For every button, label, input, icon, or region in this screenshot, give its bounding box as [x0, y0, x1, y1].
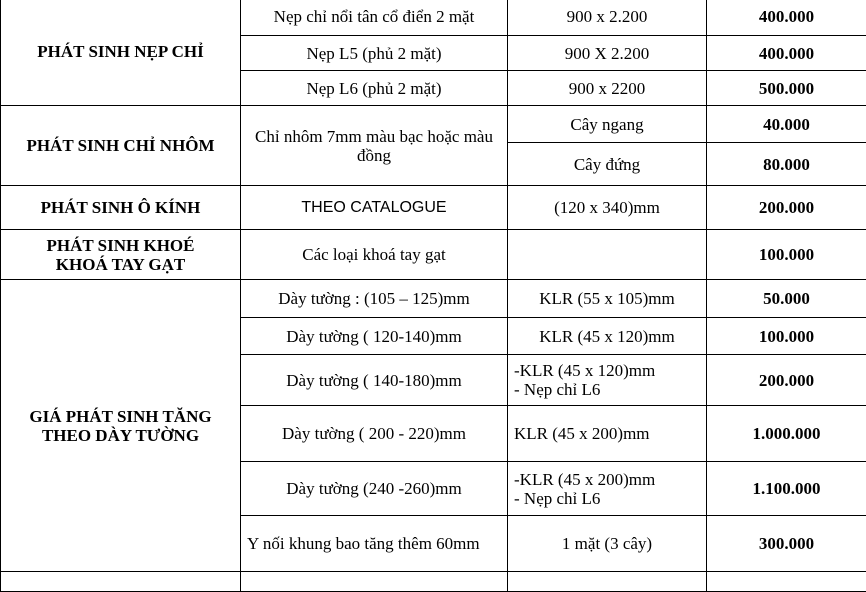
size-cell: (120 x 340)mm [508, 186, 707, 230]
description-cell: Dày tường (240 -260)mm [241, 462, 508, 516]
price-cell: 300.000 [707, 516, 866, 572]
price-cell: 1.100.000 [707, 462, 866, 516]
price-cell: 50.000 [707, 280, 866, 318]
table-row [1, 572, 866, 592]
table-row [1, 186, 866, 230]
size-cell: 900 x 2.200 [508, 0, 707, 36]
size-cell [508, 318, 707, 355]
empty-cell [241, 572, 508, 592]
size-cell [508, 516, 707, 572]
size-line: KLR (45 x 200)mm [514, 424, 700, 443]
description-cell: THEO CATALOGUE [241, 186, 508, 230]
category-line: GIÁ PHÁT SINH TĂNG [7, 407, 234, 426]
description-cell: Dày tường : (105 – 125)mm [241, 280, 508, 318]
size-cell: Cây đứng [508, 143, 707, 186]
description-cell: Dày tường ( 140-180)mm [241, 355, 508, 406]
empty-cell [1, 572, 241, 592]
description-cell: Nẹp L5 (phủ 2 mặt) [241, 36, 508, 71]
size-line: KLR (45 x 120)mm [514, 327, 700, 346]
size-line: - Nẹp chỉ L6 [514, 380, 700, 399]
table-row [1, 106, 866, 143]
description-cell: Y nối khung bao tăng thêm 60mm [241, 516, 508, 572]
description-cell: Dày tường ( 200 - 220)mm [241, 406, 508, 462]
size-cell [508, 230, 707, 280]
empty-cell [707, 572, 866, 592]
description-cell: Chỉ nhôm 7mm màu bạc hoặc màu đồng [241, 106, 508, 186]
size-cell: Cây ngang [508, 106, 707, 143]
category-cell: PHÁT SINH CHỈ NHÔM [1, 106, 241, 186]
description-cell: Nẹp chỉ nổi tân cổ điển 2 mặt [241, 0, 508, 36]
description-cell: Dày tường ( 120-140)mm [241, 318, 508, 355]
category-cell: PHÁT SINH NẸP CHỈ [1, 0, 241, 106]
price-cell: 200.000 [707, 186, 866, 230]
size-cell: 900 x 2200 [508, 71, 707, 106]
category-line: KHOÁ TAY GẠT [7, 255, 234, 274]
table-row [1, 280, 866, 318]
size-line: -KLR (45 x 120)mm [514, 361, 700, 380]
size-line: 1 mặt (3 cây) [514, 534, 700, 553]
category-line: THEO DÀY TƯỜNG [7, 426, 234, 445]
empty-cell [508, 572, 707, 592]
price-cell: 1.000.000 [707, 406, 866, 462]
price-cell: 100.000 [707, 318, 866, 355]
price-cell: 100.000 [707, 230, 866, 280]
size-line: KLR (55 x 105)mm [514, 289, 700, 308]
price-cell: 200.000 [707, 355, 866, 406]
category-cell: PHÁT SINH Ô KÍNH [1, 186, 241, 230]
size-cell [508, 280, 707, 318]
size-line: - Nẹp chỉ L6 [514, 489, 700, 508]
category-cell [1, 230, 241, 280]
size-cell [508, 406, 707, 462]
description-cell: Nẹp L6 (phủ 2 mặt) [241, 71, 508, 106]
category-line: PHÁT SINH KHOÉ [7, 236, 234, 255]
price-cell: 400.000 [707, 0, 866, 36]
table-row [1, 0, 866, 36]
description-cell: Các loại khoá tay gạt [241, 230, 508, 280]
price-cell: 40.000 [707, 106, 866, 143]
price-cell: 500.000 [707, 71, 866, 106]
price-cell: 80.000 [707, 143, 866, 186]
size-line: -KLR (45 x 200)mm [514, 470, 700, 489]
price-cell: 400.000 [707, 36, 866, 71]
category-cell [1, 280, 241, 572]
size-cell: 900 X 2.200 [508, 36, 707, 71]
size-cell [508, 462, 707, 516]
size-cell [508, 355, 707, 406]
table-row [1, 230, 866, 280]
